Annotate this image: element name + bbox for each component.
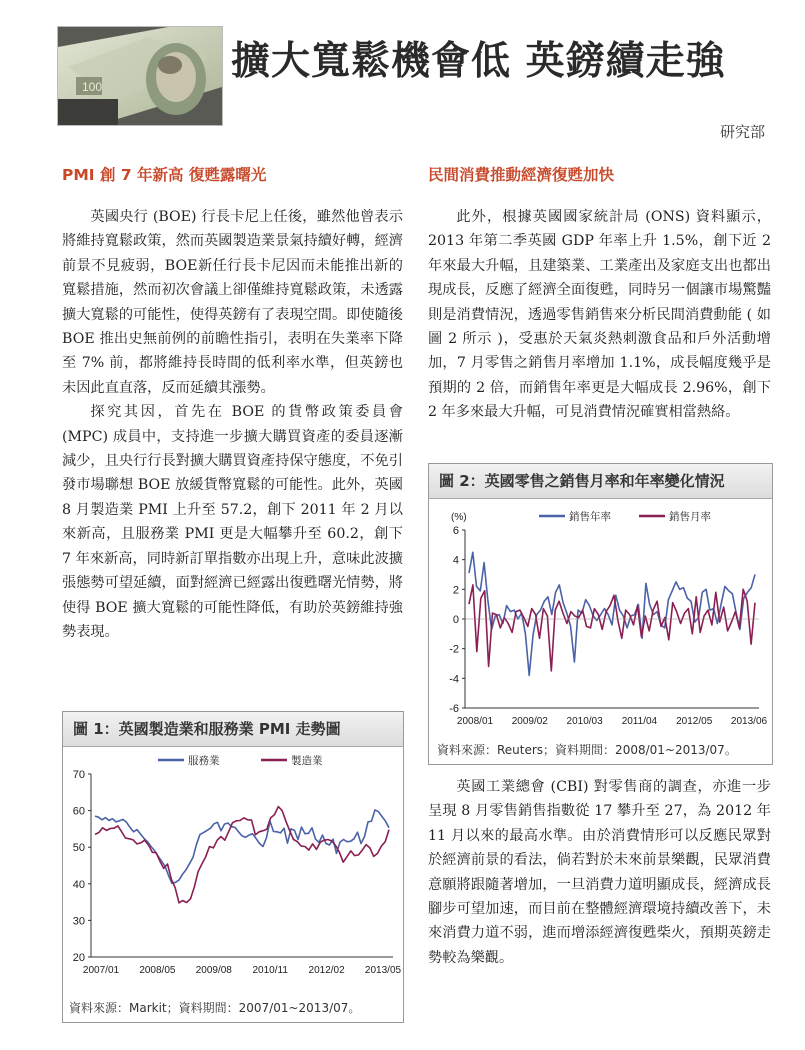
- legend-label: 銷售月率: [669, 511, 711, 523]
- series-line: [95, 807, 389, 903]
- chart-title: 圖 2：英國零售之銷售月率和年率變化情況: [429, 464, 772, 499]
- legend-label: 製造業: [291, 755, 323, 767]
- x-tick-label: 2010/11: [252, 965, 288, 976]
- chart-source-note: 資料來源：Markit；資料期間：2007/01~2013/07。: [69, 1001, 361, 1015]
- page-title: 擴大寬鬆機會低 英鎊續走強: [231, 39, 726, 84]
- legend-label: 銷售年率: [569, 511, 611, 523]
- x-tick-label: 2012/05: [676, 716, 713, 727]
- y-tick-label: 6: [452, 525, 459, 537]
- x-tick-label: 2013/06: [730, 716, 768, 727]
- y-tick-label: -6: [449, 703, 459, 715]
- svg-text:100: 100: [82, 80, 103, 94]
- x-tick-label: 2007/01: [82, 965, 120, 976]
- x-tick-label: 2009/02: [511, 716, 548, 727]
- chart-title: 圖 1：英國製造業和服務業 PMI 走勢圖: [63, 712, 403, 747]
- series-line: [469, 585, 755, 671]
- x-tick-label: 2009/08: [195, 965, 232, 976]
- x-tick-label: 2008/05: [139, 965, 176, 976]
- retail-sales-line-chart: [429, 502, 772, 754]
- chart-source-note: 資料來源：Reuters；資料期間：2008/01~2013/07。: [437, 743, 737, 757]
- right-column-body-top: [428, 205, 771, 425]
- body-paragraph: 此外，根據英國國家統計局 (ONS) 資料顯示，2013 年第二季英國 GDP 年率上升 1.5%，創下近 2 年來最大升幅，且建築業、工業產出及家庭支出也都出現成長，反應了經濟全面復甦，同時另一個讓市場驚豔則是消費情況，透過零售銷售來分析民間消費動能 ( 如圖 2 所示 )，受惠於天氣炎熱刺激食品和戶外活動增加，7 月零售之銷售月率增加 1.1%，成長幅度幾乎是預期的 2 倍，而銷售年率更是大幅成長 2.96%，創下 2 年多來最大升幅，可見消費情況確實相當熱絡。: [428, 209, 771, 421]
- author-department: 研究部: [719, 123, 765, 141]
- body-paragraph: 探究其因，首先在 BOE 的貨幣政策委員會 (MPC) 成員中，支持進一步擴大購買資產的委員逐漸減少，且央行行長對擴大購買資產持保守態度，不免引發市場聯想 BOE 放緩貨幣寬鬆的可能性。此外，英國 8 月製造業 PMI 上升至 57.2，創下 2011 年 2 月以來新高，且服務業 PMI 更是大幅攀升至 60.2，創下 7 年來新高，同時新訂單指數亦出現上升，意味此波擴張態勢可望延續，面對經濟已經露出復甦曙光情勢，將使得 BOE 擴大寬鬆的可能性降低，有助於英鎊維持強勢表現。: [62, 404, 403, 640]
- y-tick-label: 0: [452, 614, 459, 626]
- chart-2-box: [428, 463, 773, 765]
- right-column-body-bottom: [428, 775, 771, 970]
- y-tick-label: 4: [452, 554, 459, 567]
- y-tick-label: 60: [72, 805, 85, 818]
- y-tick-label: -2: [449, 643, 459, 656]
- y-tick-label: 20: [72, 952, 85, 964]
- y-tick-label: -4: [449, 673, 459, 686]
- y-tick-label: 70: [72, 769, 85, 781]
- x-tick-label: 2010/03: [566, 716, 603, 727]
- section-heading-consumption: 民間消費推動經濟復甦加快: [428, 166, 615, 184]
- series-line: [469, 552, 755, 675]
- chart-1-box: [62, 711, 404, 1023]
- y-tick-label: 50: [72, 842, 85, 855]
- legend-label: 服務業: [188, 755, 220, 767]
- pmi-line-chart: [63, 752, 403, 1012]
- y-tick-label: 40: [72, 878, 85, 891]
- y-tick-label: 30: [72, 915, 85, 928]
- x-tick-label: 2013/05: [364, 965, 402, 976]
- x-tick-label: 2008/01: [456, 716, 494, 727]
- section-heading-pmi: PMI 創 7 年新高 復甦露曙光: [62, 166, 267, 184]
- x-tick-label: 2012/02: [308, 965, 345, 976]
- x-tick-label: 2011/04: [621, 716, 658, 727]
- body-paragraph: 英國央行 (BOE) 行長卡尼上任後，雖然他曾表示將維持寬鬆政策，然而英國製造業景氣持續好轉，經濟前景不見疲弱，BOE新任行長卡尼因而未能推出新的寬鬆措施，然而初次會議上卻僅維持寬鬆政策，未透露擴大寬鬆的可能性，使得英鎊有了表現空間。即使隨後 BOE 推出史無前例的前瞻性指引，表明在失業率下降至 7% 前，都將維持長時間的低利率水準，但英鎊也未因此直直落，反而延續其漲勢。: [62, 209, 403, 396]
- series-line: [95, 810, 389, 884]
- left-column-body: [62, 205, 403, 644]
- body-paragraph: 英國工業總會 (CBI) 對零售商的調查，亦進一步呈現 8 月零售銷售指數從 17 攀升至 27，為 2012 年 11 月以來的最高水準。由於消費情形可以反應民眾對於經濟前景的看法，倘若對於未來前景樂觀，民眾消費意願將跟隨著增加，一旦消費力道明顯成長，經濟成長腳步可望加速，而目前在整體經濟環境持續改善下，未來消費力道不弱，進而增添經濟復甦柴火，預期英鎊走勢較為樂觀。: [428, 779, 771, 966]
- header-banknote-image: [57, 26, 223, 126]
- y-axis-label: (%): [451, 512, 467, 523]
- y-tick-label: 2: [452, 584, 459, 597]
